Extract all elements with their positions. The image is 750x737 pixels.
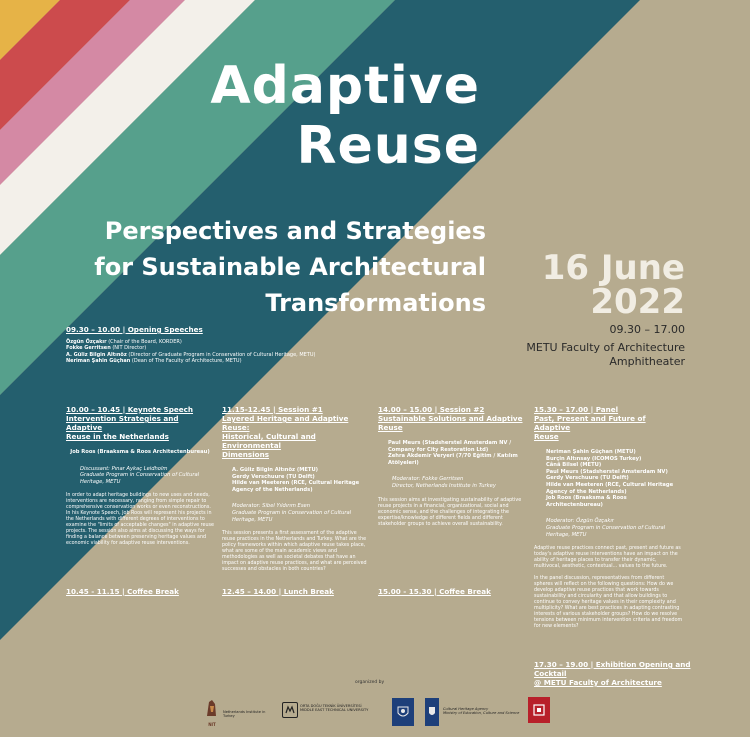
keynote-section xyxy=(66,405,214,547)
keynote-discussant: Discussant: Pınar Aykaç Leidholm Graduate Program in Conservation of Cultural Heritage, METU xyxy=(80,465,200,485)
keynote-description: In order to adapt heritage buildings to new uses and needs, interventions are necessary, ranging from simple repair to comprehensive conservation works or even reconstructions. In his Keynote Speech, Job Roos will represent his projects in the Netherlands with different degrees of interventions to examine the "limits of acceptable changes" in adaptive reuse projects. The session also aims at discussing the ways for finding a balance between preserving heritage values and economic viability for adaptive reuse interventions. xyxy=(66,493,214,547)
opening-speaker: Neriman Şahin Güçhan (Dean of The Faculty of Architecture, METU) xyxy=(66,358,242,365)
session1-header-1: 11.15-12.45 | Session #1 xyxy=(222,405,323,414)
keynote-header-2: Intervention Strategies and Adaptive xyxy=(66,414,179,432)
closing-section xyxy=(534,660,714,687)
session2-description: This session aims at investigating sustainability of adaptive reuse projects in a financial, organizational, social and economic sense, and the challenges of integrating the expertise/knowledge of different fields and different stakeholder groups to achieve overall sustainability. xyxy=(378,497,522,527)
opening-speaker: Özgün Özçakır (Chair of the Board, KORDER) xyxy=(66,339,182,345)
coffee-break-1: 10.45 - 11.15 | Coffee Break xyxy=(66,587,179,596)
nit-label: Netherlands Institute in Turkey xyxy=(223,710,266,719)
closing-line-2: @ METU Faculty of Architecture xyxy=(534,678,662,687)
subtitle-line-2: for Sustainable Architectural xyxy=(94,253,486,281)
logo-cultural-heritage-agency xyxy=(425,698,439,726)
session2-section xyxy=(378,405,526,528)
logo-red-square xyxy=(528,697,550,723)
session2-header-1: 14.00 – 15.00 | Session #2 xyxy=(378,405,485,414)
logo-metu xyxy=(282,702,298,718)
logo-korder xyxy=(392,698,414,726)
session2-header-2: Sustainable Solutions and Adaptive xyxy=(378,414,523,423)
session1-moderator: Moderator: Sibel Yıldırım Esen Graduate Program in Conservation of Cultural Heritage, METU xyxy=(232,503,352,523)
opening-speaker: A. Güliz Bilgin Altınöz (Director of Graduate Program in Conservation of Cultural Heritage, METU) xyxy=(66,351,316,358)
panel-description-1: Adaptive reuse practices connect past, present and future as today's adaptive reuse interventions have an impact on the ability of heritage places to transfer their dynamic, multivocal, aesthetic, contextual... values to the future. xyxy=(534,546,681,570)
opening-section xyxy=(66,325,406,365)
panel-header-2: Past, Present and Future of Adaptive xyxy=(534,414,646,432)
event-date-year: 2022 xyxy=(590,282,685,322)
nit-logo-text: NIT xyxy=(208,722,216,727)
logo-nit xyxy=(203,698,221,727)
subtitle-line-3: Transformations xyxy=(265,289,486,317)
nit-logo-icon xyxy=(203,698,221,718)
lunch-break: 12.45 – 14.00 | Lunch Break xyxy=(222,587,334,596)
emblem-icon xyxy=(532,703,546,717)
panel-speakers: Neriman Şahin Güçhan (METU) Burçin Altınsay (ICOMOS Turkey) Cânâ Bilsel (METU) Paul Meurs (Stadsherstel Amsterdam NV) Gerdy Verschuure (TU Delft) Hilde van Meeteren (RCE, Cultural Heritage Agency of the Netherlands) Job Roos (Braaksma & Roos Architectenbureau) xyxy=(546,449,674,508)
event-venue-line-1: METU Faculty of Architecture xyxy=(526,341,685,354)
title-line-1: Adaptive xyxy=(210,56,480,116)
session2-speakers: Paul Meurs (Stadsherstel Amsterdam NV / Company for City Restoration Ltd) Zehra Akdemir Veryeri (7/70 Eğitim / Katılım Atölyeleri) xyxy=(388,440,518,466)
panel-header-1: 15.30 – 17.00 | Panel xyxy=(534,405,619,414)
event-date-day: 16 June xyxy=(541,248,685,288)
shield-icon xyxy=(428,706,436,718)
session1-header-4: Dimensions xyxy=(222,450,269,459)
session2-header-3: Reuse xyxy=(378,423,403,432)
opening-speaker: Fokke Gerritsen (NIT Director) xyxy=(66,345,147,352)
keynote-header-1: 10.00 – 10.45 | Keynote Speech xyxy=(66,405,194,414)
subtitle-line-1: Perspectives and Strategies xyxy=(104,217,486,245)
session1-description: This session presents a first assessment of the adaptive reuse practices in the Netherlands and Turkey. What are the policy frameworks within which adaptive reuse takes place, what are some of the main academic views and methodologies as well as societal debates that have an impact on adaptive reuse practices, and what are perceived successes and obstacles in both countries? xyxy=(222,531,367,573)
closing-line-1: 17.30 – 19.00 | Exhibition Opening and Cocktail xyxy=(534,660,691,678)
keynote-header-3: Reuse in the Netherlands xyxy=(66,432,169,441)
crest-icon xyxy=(397,705,409,719)
keynote-speaker: Job Roos (Braaksma & Roos Architectenbureau) xyxy=(70,449,210,455)
metu-logo-icon xyxy=(285,705,295,715)
event-venue-line-2: Amphitheater xyxy=(609,355,685,368)
cultural-heritage-label: Cultural Heritage Agency Ministry of Education, Culture and Science xyxy=(443,707,520,716)
opening-header: 09.30 – 10.00 | Opening Speeches xyxy=(66,325,203,334)
panel-header-3: Reuse xyxy=(534,432,559,441)
organized-by-label: organized by xyxy=(355,680,385,685)
metu-label: ORTA DOĞU TEKNİK ÜNİVERSİTESİ MIDDLE EAST TECHNICAL UNIVERSITY xyxy=(300,704,369,713)
session1-speakers: A. Güliz Bilgin Altınöz (METU) Gerdy Verschuure (TU Delft) Hilde van Meeteren (RCE, Cultural Heritage Agency of the Netherlands) xyxy=(232,467,360,493)
title-line-2: Reuse xyxy=(296,116,480,176)
session1-header-2: Layered Heritage and Adaptive Reuse: xyxy=(222,414,349,432)
session1-section xyxy=(222,405,370,573)
panel-description-2: In the panel discussion, representatives from different spheres will reflect on the following questions: How do we develop adaptive reuse practices that work towards sustainability and circularity and that allow buildings to continue to convey heritage values in their complexity and multiplicity? What are best practices in adapting contrasting interests of various stakeholder groups? How do we resolve tensions between minimum intervention criteria and freedom for new elements? xyxy=(534,576,683,630)
panel-section xyxy=(534,405,684,630)
session2-moderator: Moderator: Fokke Gerritsen Director, Netherlands Institute in Turkey xyxy=(392,476,496,489)
panel-moderator: Moderator: Özgün Özçakır Graduate Program in Conservation of Cultural Heritage, METU xyxy=(546,518,666,538)
session1-header-3: Historical, Cultural and Environmental xyxy=(222,432,316,450)
coffee-break-2: 15.00 - 15.30 | Coffee Break xyxy=(378,587,491,596)
event-time: 09.30 – 17.00 xyxy=(609,323,685,336)
